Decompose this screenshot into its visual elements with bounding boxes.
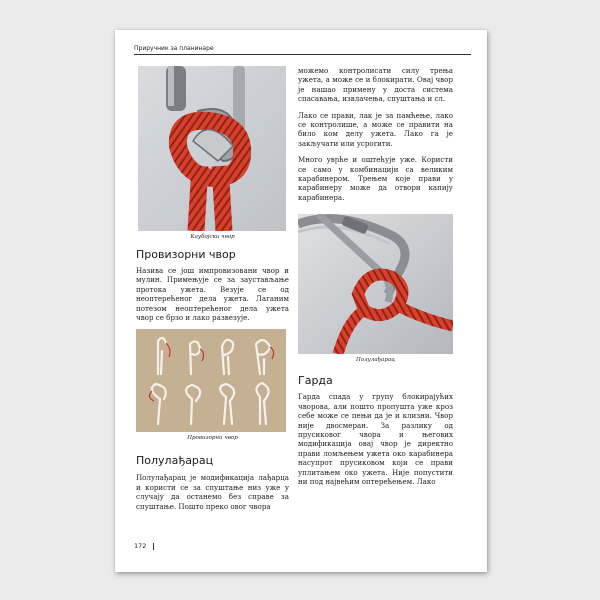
right-para3: Много увրће и оштећује уже. Користи се само у комбинацији са великим карабинером. Трењем које прави у карабинеру може да отвори капију карабинера. [298, 155, 453, 202]
section-title-garda: Гарда [298, 374, 333, 388]
folio-rule [153, 543, 154, 550]
right-column [298, 66, 453, 486]
right-para2: Лако се прави, лак је за памћење, лако се контролише, а може се правити на било ком делу ужета. Лако га је закључати или усporити. [298, 110, 453, 148]
left-column [136, 66, 289, 511]
photo3-caption: Полулађарац [356, 357, 395, 364]
photo1-caption: Каубојски чвор [190, 234, 235, 240]
section3-text: Гарда спада у групу блокирајућих чворова, али пошто пропушта уже кроз себе може се пењи да је и клизни. Чвор није двосмеран. За разлику од прусиковог чвора и његових модификација овај чвор је директно прави ломљењем ужета око карабинера насупрот прусиковом који се прави уплитањем око ужета. Није попустити ни под највећим оптерећењем. Лако [298, 392, 453, 486]
section1-text: Назива се још импровизовани чвор и мулин. Примењује се за заустављање протока ужета. Везује се од неоптерећеног дела ужета. Лаганим потезом неоптерећеног дела ужета чвор се брзо и лако развезује. [136, 266, 289, 323]
photo-half-hitch [298, 214, 453, 354]
page-number: 172 [134, 542, 147, 550]
photo-cowboy-knot [138, 66, 286, 231]
section-title-half-hitch: Полулађарац [136, 454, 214, 468]
running-head: Приручник за планинаре [134, 45, 471, 55]
section-title-provisional-knot: Провизорни чвор [136, 248, 236, 261]
photo2-caption: Провизорни чвор [187, 435, 238, 442]
book-page [115, 30, 487, 572]
section2-text: Полулађарац је модификација лађарца и користи се за спуштање низ уже у случају да останемо без справе за спуштање. Пошто преко овог чвора [136, 473, 289, 511]
right-para1: можемо контролисати силу трења ужета, а може се и блокирати. Овај чвор је нашао примену у доста система спасавања, извлачења, спуштања и сл. [298, 66, 453, 104]
photo-provisional-knot-steps [136, 329, 286, 432]
